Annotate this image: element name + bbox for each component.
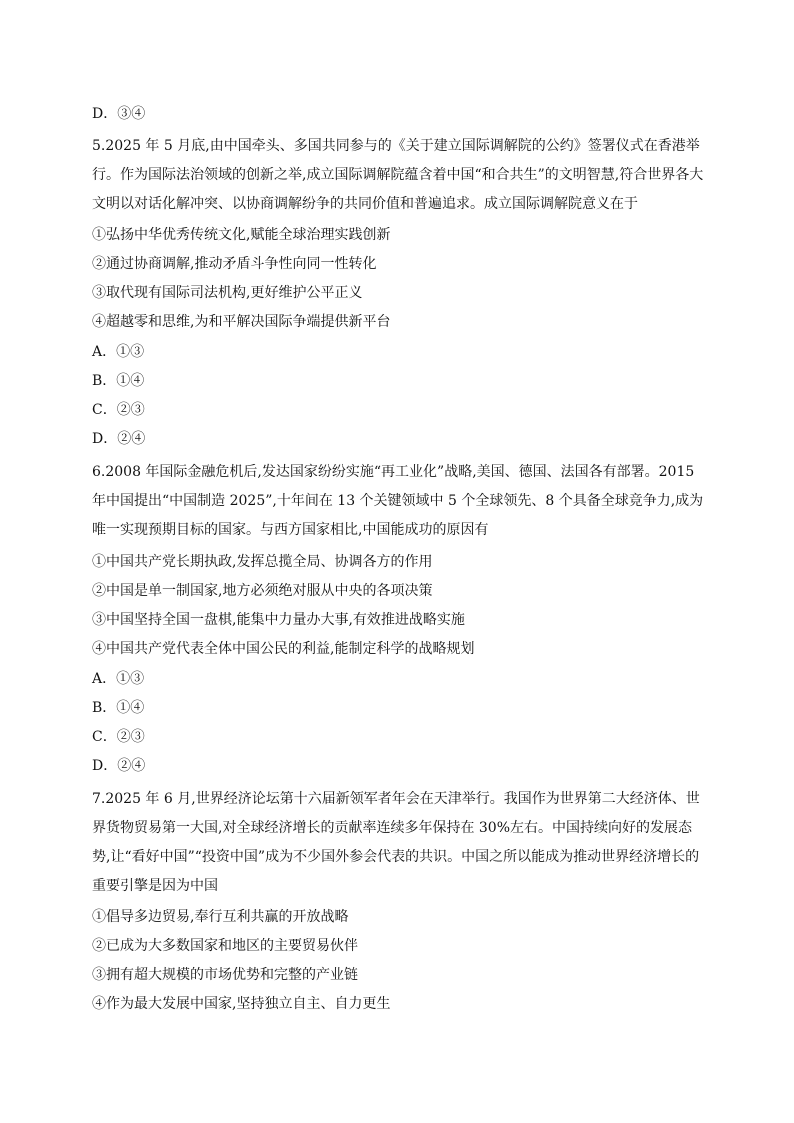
- q6-stem: 6.2008 年国际金融危机后,发达国家纷纷实施“再工业化”战略,美国、德国、法国各有部署。2015 年中国提出“中国制造 2025”,十年间在 13 个关键领域中 5 个全球领先、8 个具备全球竞争力,成为唯一实现预期目标的国家。与西方国家相比,中国能成功的原因有: [92, 464, 704, 538]
- q5-option-b[interactable]: B．①④: [92, 373, 145, 389]
- q5-statement-3: ③取代现有国际司法机构,更好维护公平正义: [92, 285, 363, 301]
- q5-option-a[interactable]: A．①③: [92, 344, 145, 360]
- q6-statement-4: ④中国共产党代表全体中国公民的利益,能制定科学的战略规划: [92, 641, 475, 657]
- q4-option-d[interactable]: D．③④: [92, 106, 146, 122]
- q7-statement-3: ③拥有超大规模的市场优势和完整的产业链: [92, 967, 358, 983]
- q7-stem: 7.2025 年 6 月,世界经济论坛第十六届新领军者年会在天津举行。我国作为世界第二大经济体、世界货物贸易第一大国,对全球经济增长的贡献率连续多年保持在 30%左右。中国持续向好的发展态势,让“看好中国”“投资中国”成为不少国外参会代表的共识。中国之所以能成为推动世界经济增长的重要引擎是因为中国: [92, 791, 700, 894]
- q5-stem: 5.2025 年 5 月底,由中国牵头、多国共同参与的《关于建立国际调解院的公约》签署仪式在香港举行。作为国际法治领域的创新之举,成立国际调解院蕴含着中国“和合共生”的文明智慧,符合世界各大文明以对话化解冲突、以协商调解纷争的共同价值和普遍追求。成立国际调解院意义在于: [92, 138, 704, 212]
- q5-option-d[interactable]: D．②④: [92, 431, 146, 447]
- q5-statement-1: ①弘扬中华优秀传统文化,赋能全球治理实践创新: [92, 227, 391, 243]
- q7-statement-4: ④作为最大发展中国家,坚持独立自主、自力更生: [92, 996, 391, 1012]
- q6-option-b[interactable]: B．①④: [92, 700, 145, 716]
- q7-statement-1: ①倡导多边贸易,奉行互利共赢的开放战略: [92, 909, 349, 925]
- q6-statement-1: ①中国共产党长期执政,发挥总揽全局、协调各方的作用: [92, 554, 433, 570]
- q5-statement-4: ④超越零和思维,为和平解决国际争端提供新平台: [92, 314, 391, 330]
- q7-statement-2: ②已成为大多数国家和地区的主要贸易伙伴: [92, 938, 358, 954]
- q6-statement-3: ③中国坚持全国一盘棋,能集中力量办大事,有效推进战略实施: [92, 612, 465, 628]
- q5-statement-2: ②通过协商调解,推动矛盾斗争性向同一性转化: [92, 256, 377, 272]
- q6-statement-2: ②中国是单一制国家,地方必须绝对服从中央的各项决策: [92, 583, 433, 599]
- q6-option-c[interactable]: C．②③: [92, 729, 145, 745]
- q6-option-a[interactable]: A．①③: [92, 671, 145, 687]
- q6-option-d[interactable]: D．②④: [92, 758, 146, 774]
- q5-option-c[interactable]: C．②③: [92, 402, 145, 418]
